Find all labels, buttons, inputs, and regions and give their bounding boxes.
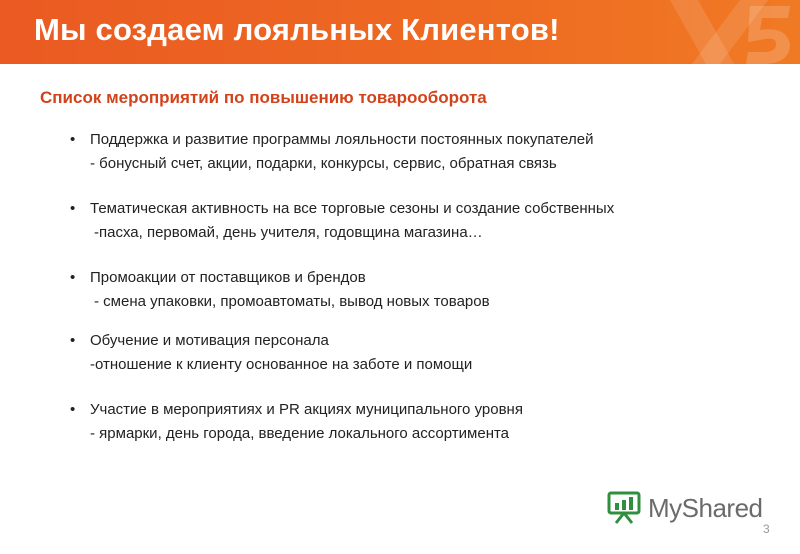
slide-title: Мы создаем лояльных Клиентов! [34, 12, 560, 47]
bullet-icon: • [70, 269, 76, 286]
item-detail: - ярмарки, день города, введение локального ассортимента [90, 425, 510, 442]
watermark-text: MyShared [648, 493, 763, 523]
bullet-icon: • [70, 131, 76, 148]
myshared-watermark [606, 490, 766, 526]
slide-header [0, 0, 800, 64]
item-title: Участие в мероприятиях и PR акциях муниципального уровня [90, 401, 523, 418]
item-detail: -пасха, первомай, день учителя, годовщина магазина… [94, 224, 483, 241]
item-title: Поддержка и развитие программы лояльности постоянных покупателей [90, 131, 594, 148]
section-subtitle: Список мероприятий по повышению товарооборота [40, 88, 487, 107]
item-detail: -отношение к клиенту основанное на заботе и помощи [90, 356, 473, 373]
item-title: Тематическая активность на все торговые сезоны и создание собственных [90, 200, 615, 217]
item-title: Обучение и мотивация персонала [90, 332, 329, 349]
x5-logo-icon [650, 0, 800, 64]
bullet-icon: • [70, 332, 76, 349]
page-number: 3 [763, 522, 770, 536]
presentation-board-icon [606, 490, 642, 524]
item-detail: - смена упаковки, промоавтоматы, вывод новых товаров [94, 293, 490, 310]
item-title: Промоакции от поставщиков и брендов [90, 269, 366, 286]
item-detail: - бонусный счет, акции, подарки, конкурсы, сервис, обратная связь [90, 155, 557, 172]
bullet-icon: • [70, 200, 76, 217]
bullet-icon: • [70, 401, 76, 418]
